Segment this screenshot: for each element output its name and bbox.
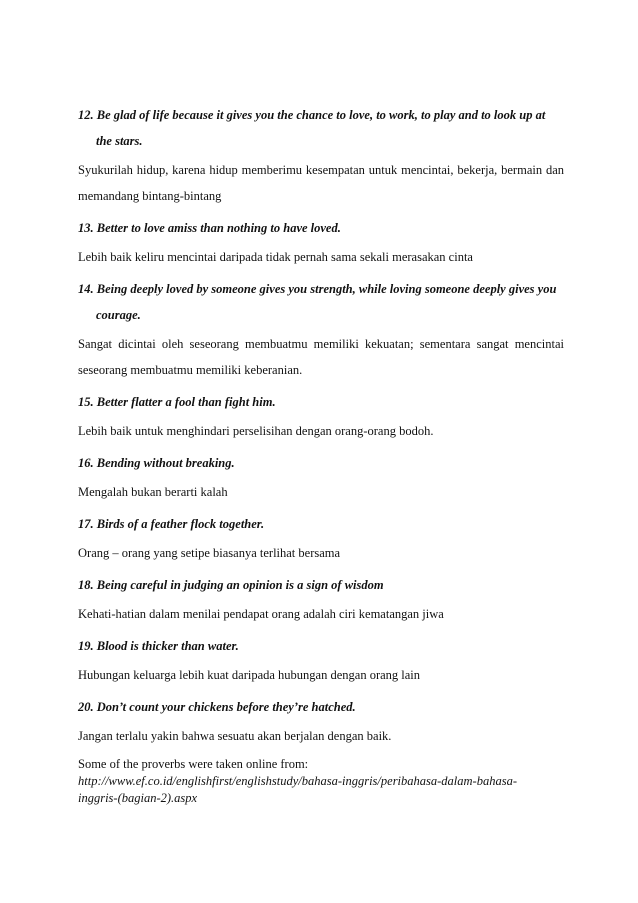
source-link[interactable]: http://www.ef.co.id/englishfirst/englishstudy/bahasa-inggris/peribahasa-dalam-bahasa-inggris-(bagian-2).aspx — [78, 774, 518, 805]
source-label: Some of the proverbs were taken online from: — [78, 757, 309, 771]
proverb-13: 13. Better to love amiss than nothing to have loved. — [78, 221, 341, 235]
translation-19: Hubungan keluarga lebih kuat daripada hubungan dengan orang lain — [78, 668, 421, 682]
translation-14: Sangat dicintai oleh seseorang membuatmu memiliki kekuatan; sementara sangat mencintai seseorang membuatmu memiliki keberanian. — [78, 337, 564, 377]
proverb-14: 14. Being deeply loved by someone gives you strength, while loving someone deeply gives you courage. — [78, 282, 557, 322]
translation-15: Lebih baik untuk menghindari perselisihan dengan orang-orang bodoh. — [78, 424, 434, 438]
proverb-12: 12. Be glad of life because it gives you the chance to love, to work, to play and to look up at the stars. — [78, 108, 546, 148]
proverb-18: 18. Being careful in judging an opinion is a sign of wisdom — [78, 578, 384, 592]
document-page — [78, 102, 564, 807]
translation-18: Kehati-hatian dalam menilai pendapat orang adalah ciri kematangan jiwa — [78, 607, 444, 621]
proverb-16: 16. Bending without breaking. — [78, 456, 235, 470]
translation-17: Orang – orang yang setipe biasanya terlihat bersama — [78, 546, 341, 560]
proverb-17: 17. Birds of a feather flock together. — [78, 517, 265, 531]
proverb-20: 20. Don’t count your chickens before they’re hatched. — [78, 700, 356, 714]
translation-20: Jangan terlalu yakin bahwa sesuatu akan berjalan dengan baik. — [78, 729, 392, 743]
translation-16: Mengalah bukan berarti kalah — [78, 485, 228, 499]
proverb-15: 15. Better flatter a fool than fight him. — [78, 395, 276, 409]
translation-12: Syukurilah hidup, karena hidup memberimu kesempatan untuk mencintai, bekerja, bermain dan memandang bintang-bintang — [78, 163, 564, 203]
translation-13: Lebih baik keliru mencintai daripada tidak pernah sama sekali merasakan cinta — [78, 250, 473, 264]
proverb-19: 19. Blood is thicker than water. — [78, 639, 239, 653]
